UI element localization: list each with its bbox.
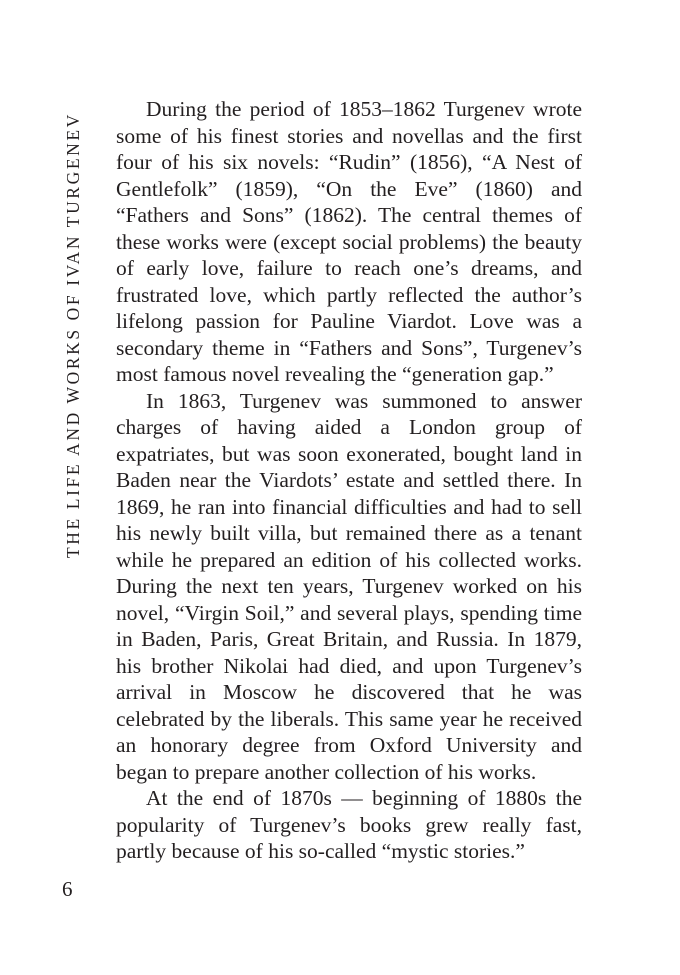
running-head: THE LIFE AND WORKS OF IVAN TURGENEV [63,112,83,558]
paragraph: During the period of 1853–1862 Turgenev wrote some of his finest stories and novellas and the first four of his six novels: “Rudin” (1856), “A Nest of Gentlefolk” (1859), “On the Eve” (1860) and “Fathers and Sons” (1862). The central themes of these works were (except social problems) the beauty of early love, failure to reach one’s dreams, and frustrated love, which partly reflected the author’s lifelong passion for Pauline Viardot. Love was a secondary theme in “Fathers and Sons”, Turgenev’s most famous novel revealing the “generation gap.” [116,97,582,386]
page-number: 6 [62,877,73,901]
paragraph: In 1863, Turgenev was summoned to answer charges of having aided a London group of expatriates, but was soon exonerated, bought land in Baden near the Viardots’ estate and settled there. In 1869, he ran into financial difficulties and had to sell his newly built villa, but remained there as a tenant while he prepared an edition of his collected works. During the next ten years, Turgenev worked on his novel, “Virgin Soil,” and several plays, spending time in Baden, Paris, Great Britain, and Russia. In 1879, his brother Nikolai had died, and upon Turgenev’s arrival in Moscow he discovered that he was celebrated by the liberals. This same year he received an honorary degree from Oxford University and began to prepare another collection of his works. [116,388,582,784]
body-text [116,96,582,865]
paragraph: At the end of 1870s — beginning of 1880s the popularity of Turgenev’s books grew really fast, partly because of his so-called “mystic stories.” [116,786,582,863]
